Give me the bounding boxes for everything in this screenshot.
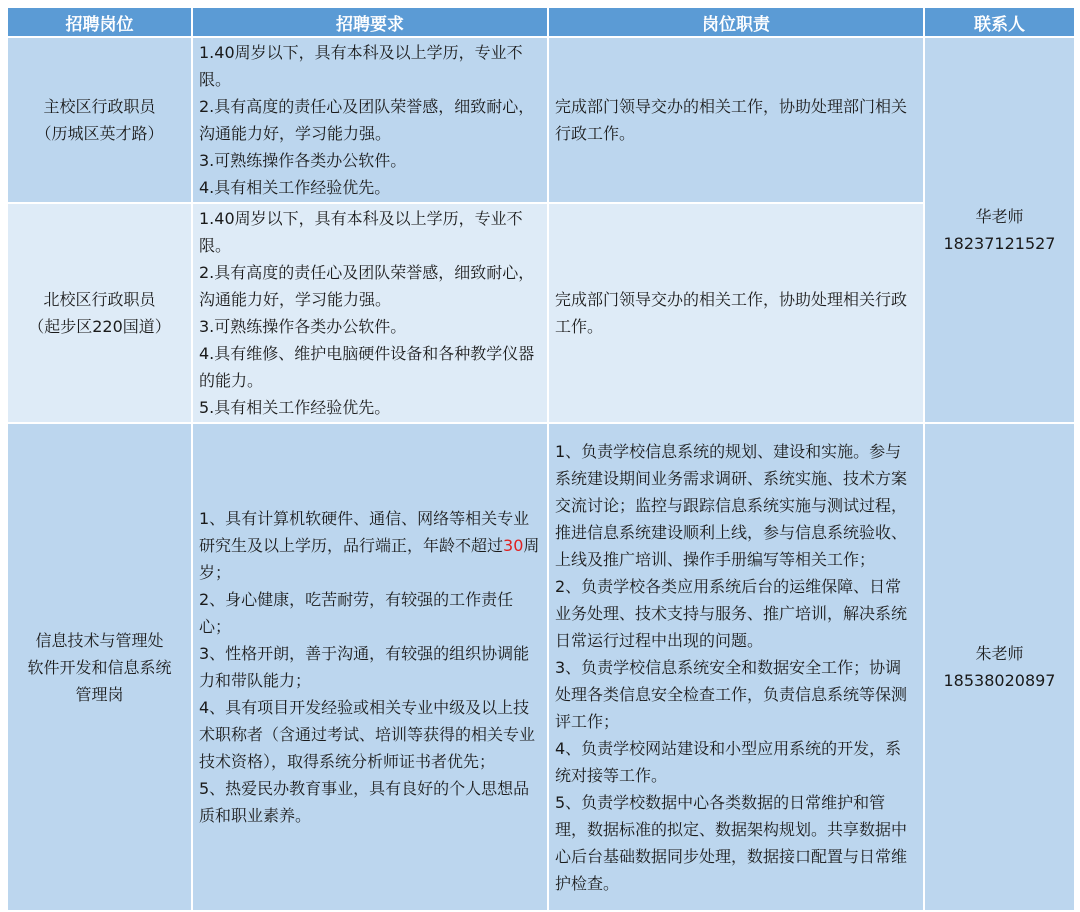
position-cell bbox=[7, 37, 192, 203]
requirement-text: 周岁； bbox=[199, 536, 540, 582]
position-location: （历城区英才路） bbox=[35, 124, 164, 143]
header-duties: 岗位职责 bbox=[548, 7, 924, 37]
table-row bbox=[7, 423, 1075, 911]
table-row bbox=[7, 37, 1075, 203]
header-row bbox=[7, 7, 1075, 37]
duties-cell bbox=[548, 423, 924, 911]
requirement-item: 3.可熟练操作各类办公软件。 bbox=[199, 317, 407, 336]
position-cell bbox=[7, 423, 192, 911]
requirement-item: 2.具有高度的责任心及团队荣誉感，细致耐心，沟通能力好，学习能力强。 bbox=[199, 263, 535, 309]
requirements-cell bbox=[192, 423, 548, 911]
header-contact: 联系人 bbox=[924, 7, 1075, 37]
contact-name: 华老师 bbox=[975, 207, 1024, 226]
requirement-item: 4.具有相关工作经验优先。 bbox=[199, 178, 391, 197]
position-name: 北校区行政职员 bbox=[43, 290, 156, 309]
duties-cell bbox=[548, 37, 924, 203]
duty-item: 4、负责学校网站建设和小型应用系统的开发，系统对接等工作。 bbox=[555, 738, 902, 785]
duty-item: 2、负责学校各类应用系统后台的运维保障、日常业务处理、技术支持与服务、推广培训，解决系统日常运行过程中出现的问题。 bbox=[555, 576, 908, 650]
header-position: 招聘岗位 bbox=[7, 7, 192, 37]
requirement-item: 1.40周岁以下，具有本科及以上学历，专业不限。 bbox=[199, 209, 523, 255]
recruitment-table bbox=[6, 6, 1076, 912]
requirement-text: 1、具有计算机软硬件、通信、网络等相关专业研究生及以上学历，品行端正，年龄不超过 bbox=[199, 509, 530, 555]
duty-item: 5、负责学校数据中心各类数据的日常维护和管理，数据标准的拟定、数据架构规划。共享数据中心后台基础数据同步处理，数据接口配置与日常维护检查。 bbox=[555, 792, 908, 893]
contact-cell bbox=[924, 37, 1075, 423]
duty-item: 3、负责学校信息系统安全和数据安全工作；协调处理各类信息安全检查工作，负责信息系统等保测评工作； bbox=[555, 657, 908, 731]
duty-item: 1、负责学校信息系统的规划、建设和实施。参与系统建设期间业务需求调研、系统实施、技术方案交流讨论；监控与跟踪信息系统实施与测试过程，推进信息系统建设顺利上线，参与信息系统验收、上线及推广培训、操作手册编写等相关工作； bbox=[555, 441, 908, 569]
requirement-item: 1.40周岁以下，具有本科及以上学历，专业不限。 bbox=[199, 43, 523, 89]
header-requirements: 招聘要求 bbox=[192, 7, 548, 37]
table-row bbox=[7, 203, 1075, 423]
position-name: 主校区行政职员 bbox=[43, 97, 156, 116]
requirements-cell bbox=[192, 203, 548, 423]
age-limit-highlight: 30 bbox=[503, 536, 524, 555]
position-name: 管理岗 bbox=[75, 684, 124, 704]
contact-phone: 18538020897 bbox=[943, 671, 1056, 690]
requirement-item: 4.具有维修、维护电脑硬件设备和各种教学仪器的能力。 bbox=[199, 344, 535, 390]
position-cell bbox=[7, 203, 192, 423]
requirement-item: 2.具有高度的责任心及团队荣誉感，细致耐心，沟通能力好，学习能力强。 bbox=[199, 97, 535, 143]
requirements-cell bbox=[192, 37, 548, 203]
requirement-item: 4、具有项目开发经验或相关专业中级及以上技术职称者（含通过考试、培训等获得的相关专业技术资格），取得系统分析师证书者优先； bbox=[199, 698, 536, 771]
requirement-item: 2、身心健康，吃苦耐劳，有较强的工作责任心； bbox=[199, 590, 514, 636]
position-location: （起步区220国道） bbox=[28, 317, 171, 336]
requirement-item: 5、热爱民办教育事业，具有良好的个人思想品质和职业素养。 bbox=[199, 779, 530, 825]
contact-phone: 18237121527 bbox=[943, 234, 1056, 253]
requirement-item: 3.可熟练操作各类办公软件。 bbox=[199, 151, 407, 170]
duties-cell bbox=[548, 203, 924, 423]
requirement-item bbox=[199, 505, 541, 586]
requirement-item: 5.具有相关工作经验优先。 bbox=[199, 398, 391, 417]
contact-name: 朱老师 bbox=[975, 644, 1024, 663]
duty-item: 完成部门领导交办的相关工作，协助处理部门相关行政工作。 bbox=[555, 97, 908, 143]
contact-cell bbox=[924, 423, 1075, 911]
duty-item: 完成部门领导交办的相关工作，协助处理相关行政工作。 bbox=[555, 290, 908, 336]
position-name: 软件开发和信息系统 bbox=[27, 657, 172, 677]
position-name: 信息技术与管理处 bbox=[35, 630, 164, 650]
requirement-item: 3、性格开朗，善于沟通，有较强的组织协调能力和带队能力； bbox=[199, 644, 530, 690]
